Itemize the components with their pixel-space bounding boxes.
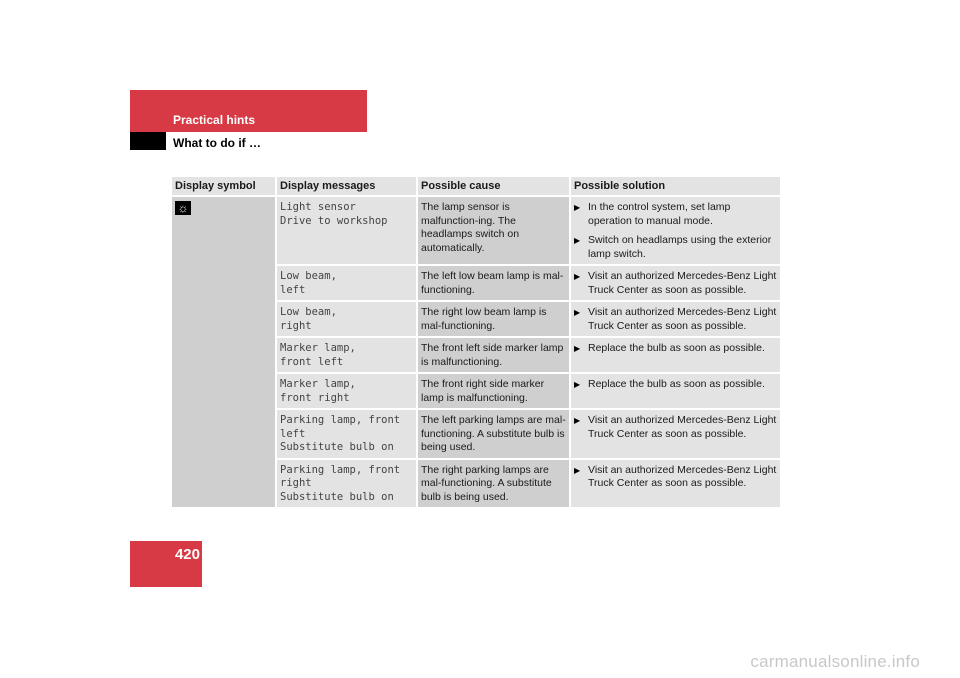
solution-item <box>574 234 777 261</box>
solution-item <box>574 464 777 491</box>
column-header-messages: Display messages <box>276 177 417 196</box>
display-message: Marker lamp, front right <box>276 373 417 409</box>
possible-solution <box>570 301 780 337</box>
solution-text: Visit an authorized Mercedes-Benz Light Truck Center as soon as possible. <box>588 414 777 440</box>
display-message: Parking lamp, front left Substitute bulb on <box>276 409 417 459</box>
possible-solution <box>570 196 780 265</box>
triangle-right-icon: ▶ <box>574 308 581 317</box>
possible-solution <box>570 337 780 373</box>
solution-item <box>574 306 777 333</box>
subsection-marker <box>130 132 166 150</box>
display-messages-table <box>172 177 780 509</box>
possible-cause: The front left side marker lamp is malfunctioning. <box>417 337 570 373</box>
column-header-cause: Possible cause <box>417 177 570 196</box>
column-header-symbol: Display symbol <box>172 177 276 196</box>
possible-solution <box>570 265 780 301</box>
display-message: Low beam, right <box>276 301 417 337</box>
possible-solution <box>570 409 780 459</box>
triangle-right-icon: ▶ <box>574 236 581 245</box>
display-message: Parking lamp, front right Substitute bulb on <box>276 459 417 509</box>
triangle-right-icon: ▶ <box>574 272 581 281</box>
table-row <box>172 196 780 265</box>
column-header-solution: Possible solution <box>570 177 780 196</box>
lamp-sensor-icon: ☼ <box>175 201 191 215</box>
triangle-right-icon: ▶ <box>574 416 581 425</box>
solution-text: Visit an authorized Mercedes-Benz Light Truck Center as soon as possible. <box>588 306 777 332</box>
subsection-title: What to do if … <box>173 136 261 150</box>
solution-text: Switch on headlamps using the exterior lamp switch. <box>588 234 772 260</box>
possible-cause: The left low beam lamp is mal-functioning. <box>417 265 570 301</box>
solution-item <box>574 270 777 297</box>
solution-text: Replace the bulb as soon as possible. <box>588 342 765 354</box>
possible-cause: The lamp sensor is malfunction-ing. The headlamps switch on automatically. <box>417 196 570 265</box>
solution-item <box>574 378 777 392</box>
solution-item <box>574 342 777 356</box>
possible-cause: The right low beam lamp is mal-functioning. <box>417 301 570 337</box>
triangle-right-icon: ▶ <box>574 344 581 353</box>
solution-text: Visit an authorized Mercedes-Benz Light Truck Center as soon as possible. <box>588 463 777 489</box>
possible-solution <box>570 459 780 509</box>
solution-text: In the control system, set lamp operation to manual mode. <box>588 201 731 227</box>
solution-item <box>574 201 777 228</box>
solution-text: Visit an authorized Mercedes-Benz Light Truck Center as soon as possible. <box>588 270 777 296</box>
page-number: 420 <box>174 546 200 563</box>
solution-item <box>574 414 777 441</box>
table-header-row <box>172 177 780 196</box>
display-message: Low beam, left <box>276 265 417 301</box>
display-message: Light sensor Drive to workshop <box>276 196 417 265</box>
possible-cause: The right parking lamps are mal-functioning. A substitute bulb is being used. <box>417 459 570 509</box>
symbol-cell <box>172 196 276 508</box>
triangle-right-icon: ▶ <box>574 465 581 475</box>
possible-cause: The left parking lamps are mal-functioning. A substitute bulb is being used. <box>417 409 570 459</box>
section-title: Practical hints <box>173 113 256 127</box>
possible-cause: The front right side marker lamp is malfunctioning. <box>417 373 570 409</box>
triangle-right-icon: ▶ <box>574 203 581 212</box>
display-message: Marker lamp, front left <box>276 337 417 373</box>
triangle-right-icon: ▶ <box>574 380 581 389</box>
solution-text: Replace the bulb as soon as possible. <box>588 378 765 390</box>
watermark: carmanualsonline.info <box>750 652 920 671</box>
possible-solution <box>570 373 780 409</box>
